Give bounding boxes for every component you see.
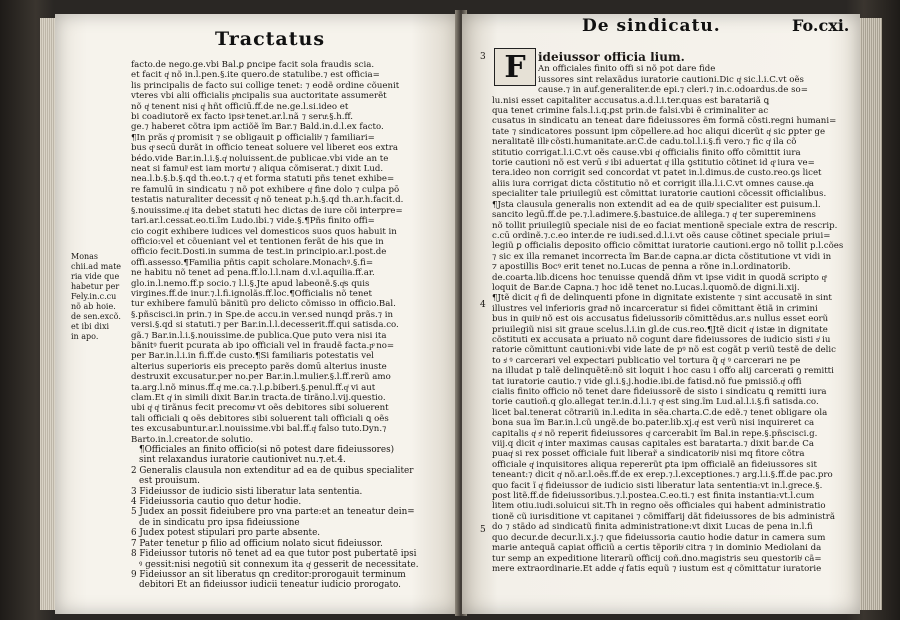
right-body-text [492,64,852,574]
text-line: vteres vbi alii officialis pͥncipalis sua auctoritate assumerẽt [131,91,387,102]
summary-number: 4 [131,497,140,508]
text-line: loquit̃ de Bar.de Capna.⁊ hoc idẽ tenet no.Lucas.l.quomõ.de digni.li.xij. [492,282,800,293]
text-line: bãnitꝰ fuerit pcurata ab ipo officiali vel in fraudẽ facta.pͦ no= [131,340,395,351]
text-line: bédo.vide Bar.in.l.i.§.qͥ noluissent.de publicae.vbi vide an te [131,153,389,164]
text-line: Barto.in.l.creator.de solutio. [131,434,254,445]
text-line: puaqͥ si rex posset officiale fuit liberar̃ a sindicatoribͥ nisi mq fitore cõtra [492,449,805,460]
margin-note-line: in apo. [71,332,99,341]
summary-text: Pater tenetur p filio ad officium nolato sicut fideiussor. [139,538,383,549]
summary-text: ¶Officiales an finito officio(si nõ potest dare fideiussores) [139,445,395,456]
text-line: re famulū in sindicatu ⁊ nõ pot exhibere qͥ fine dolo ⁊ culpa pō [131,184,400,195]
right-page-edges [860,18,882,610]
text-line: An officiales finit̃o offi si nõ pot dare fide [538,64,716,75]
text-line: officiale qͥ inquisitores aliqua repererũt ꝑta ipm officialẽ an fideiussores sit [492,459,817,470]
text-line: tate ⁊ sindicatores possunt ipm cõpellere.ad hoc aliqui dicerũt qͥ sic ꝑpter ge [492,126,826,137]
text-line: alterius superioris eis precepto parẽs domū alterius inuste [131,361,387,372]
text-line: tari.ar.l.cessat.eo.ti.ĩm Ludo.ibi.⁊ vide.§.¶Pñs finito offi= [131,216,375,227]
text-line: nea.l.b.§.b.§.qd th.eo.t.⁊ qͥ et forma statuti pñs tenet̃ exhibe= [131,174,395,185]
text-line: stitutio corrigat.l.i.C.vt oẽs cause.vbi qͥ officialis finito offo cõmittit iura [492,147,801,158]
margin-number: 4 [480,300,486,310]
summary-line [131,528,447,538]
text-line: capitalis qͥ sͥ nõ reperit fideiussores qͥ carcerabit ĩm Bal.in repe.§.pñscisci.g. [492,428,818,439]
summary-line [131,497,447,507]
text-line: ne habitu nõ tenet ad pena.ff.lo.l.l.nam d.v.l.aquilia.ff.ar. [131,268,375,279]
text-line: §.nouissime.qͥ ita debet statuti hec dictas de iure cõi interpre= [131,205,403,216]
summary-line [131,466,447,476]
text-line: bi coadiutorẽ ex facto ipsiͣ tenet̃.ar.l.nã ⁊ seruͣ.§.h.ff. [131,112,354,123]
summary-number: 2 [131,465,140,476]
section-heading: ideiussor officia lium. [538,52,685,64]
text-line: ⁊ apostillis Bocꝰ erit tenet no.Lucas de penna a rõne in.l.ordinatorib. [492,262,791,273]
text-line: bus in quibͥ nõ est ois accusatus fideiussoribͥ cõmittẽdus.ar.s nullus esset eorũ [492,314,829,325]
margin-note-line: habetur per [71,282,120,291]
text-line: facto.de nego.ge.vbi Bal.ꝑ ꝑncipe facit sola fraudis scia. [131,60,375,70]
text-line: aliis iura corrigat dicta cõstitutio nõ et corrigit illa.l.i.C.vt omnes cause.qͥa [492,178,814,189]
text-line: tionẽ cũ iurisditione vt capitanei ⁊ cõmiffarij dãt fideiussores de bis administrã [492,511,835,522]
summary-line [131,445,447,455]
right-text-column [492,52,852,574]
text-line: ratorie cõmittunt̃ cautioni:vbi vide late de pꝰ nõ est cogãt p veriũ testẽ de delic [492,345,836,356]
text-line: nõ qͥ tenent̃ nisi qͥ hñt officiū.ff.de ne.ge.l.si.ideo et [131,101,349,112]
text-line: do ⁊ stãdo ad sindicatũ finita administratione:vt dixit Lucas de pena in.l.fi [492,522,813,533]
text-line: §.pñscisci.in prin.⁊ in Spe.de accu.in ver.sed nunqd prãs.⁊ in [131,309,394,320]
right-heading-line [492,52,852,64]
margin-note-line: chii.ad mate [71,262,122,271]
text-line: c.cū ordinẽ.⁊.c.eo inter.de re iudi.sed.d.l.i.vt oẽs cause cõtinet speciale priui= [492,230,831,241]
text-line: ¶Jsta clausula generalis non extendit ad ea de quibͥ specialiter est ꝑuisum.l. [492,199,821,210]
margin-number: 3 [480,52,486,62]
summary-text: Fideiussoria cautio quo detur hodie. [139,497,302,508]
text-line: versi.§.qd si statuti.⁊ per Bar.in.l.l.decesserit.ff.qui satisda.co. [131,320,399,331]
text-line: ubi qͥ qͥ tirãnus fecit precomuͣ vt oẽs debitores sibi soluerent [131,403,389,414]
left-running-head: Tractatus [215,28,326,50]
summary-line [131,476,447,486]
summary-text: est prouisum. [139,476,200,487]
summary-line [131,518,447,528]
text-line: viij.q dicit qͥ inter maximas causas capitales est baratarta.⁊ dixit bar.de Ca [492,439,814,450]
text-line: tera.ideo non corrigit sed concordat vt patet in.l.dimus.de custo.reo.ꝯs licet [492,168,822,179]
text-line: teneant̃:⁊ dicit qͥ nõ.ar.l.oẽs.ff.de ex erep.⁊.l.exceptiones.⁊ arg.l.i.§.ff.de pac.pro [492,470,833,481]
text-line: virgines.ff.de inur.⁊.l.fi.ignolãs.ff.loc.¶Officialis nõ tenet [131,288,372,299]
text-line: iussores sint relaxãdus iuratorie cautioni.Dic qͥ sic.l.i.C.vt oẽs [538,74,804,85]
summary-text: ꝰ gessit:nisi negotiū sit connexum ita qͥ gesserit de necessitate. [139,559,419,570]
text-line: torie cautioni nõ est verū sͥ ibi aduertat qͥ illa ꝯstitutio cõtinet id qͦ iura ve= [492,158,815,169]
text-line: clam.Et qͥ in simili dixit Bar.in tracta.de tirãno.l.vij.questio. [131,393,386,403]
text-line: ⁊ sic ex illa remanet incorrecta ĩm Bar.de capna.ar dicta cõstitutione vt vidi in [492,251,832,262]
text-line: sancito legū.ff.de pe.⁊.l.adimere.§.bastuice.de alilega.⁊ qͥ ter supereminens [492,210,816,221]
margin-number: 5 [480,525,486,535]
summary-text: Fideiussor de iudicio sisti liberatur lata sententia. [139,486,363,497]
summary-line [131,487,447,497]
text-line: to sͥ ꝰ carcerari vel expectari publicatio vel tortura q̃ qͥ ꝰ carcerari ne pe [492,355,801,366]
text-line: officio:vel et cõueniant vel et tentionen ferãt de his que in [131,236,384,247]
margin-note-line: ria vide que [71,272,120,281]
summary-text: Fideiussor tutoris nõ tenet ad ea que tutor post pubertatẽ ipsi [139,549,417,560]
summary-text: debitori Et an fideiussor iudicii teneatur iudicio prorogato. [139,580,401,591]
text-line: quo decur.de decur.li.x.j.⁊ que fideiussoria cautio hodie datur in camera sum [492,532,826,543]
text-line: specialiter tale priuilegiũ est cõmittat̃ iuratorie cautioni cõcessit officialibus. [492,189,827,200]
summary-line [131,560,447,570]
margin-note-line: de sen.excõ. [71,312,121,321]
text-line: per Bar.in.l.i.in fi.ff.de custo.¶Si familiaris potestatis vel [131,351,374,362]
text-line: cusatus in sindicatu an teneat̃ dare fideiussores ẽm formã cõsti.regni humani= [492,116,837,127]
summary-number: 6 [131,528,140,539]
margin-note-line: Monas [71,252,99,261]
text-line: mere extraordinarie.Et adde qͥ fatis equũ ⁊ iustum est qͥ cõmittatur iuratorie [492,563,822,574]
left-body-text [131,60,447,445]
text-line: officio fecit.Dosti.in summa de test.in principio.ar.l.post.de [131,247,387,258]
text-line: marie antequã capiat officiũ a certis tẽporibͥ citra ⁊ in dominio Mediolani da [492,543,822,554]
text-line: offi.assesso.¶Familia pñtis capit̃ scholare.Monachꝰ.§.fi= [131,257,374,268]
text-line: licet bal.tenerat cõtrariũ in.l.edita in sẽa.charta.C.de edẽ.⁊ tenet obligare ola [492,407,828,418]
summary-line [131,580,447,590]
text-line: destruxit excusatur.per no.per Bar.in.l.mulier.§.l.ff.rerũ amo [131,372,391,383]
right-running-head: De sindicatu. [582,16,721,36]
text-line: qua tenet crimine fals.l.i.q.ꝑst prin.de falsi.vbi ẽ criminaliter ac [492,106,769,117]
text-line: tali officiali ꝗ oẽs debitores sibi soluerent tali officiali ꝗ oẽs [131,413,389,424]
left-page-edges [40,18,56,610]
summary-number: 9 [131,569,140,580]
text-line: na illudat̃ p talẽ delinquẽtẽ:nõ sit loquit̃ i hoc casu i offo alij carcerati ꝯ remitti [492,366,834,377]
summary-line [131,539,447,549]
text-line: ge.⁊ haberet cõtra ipm actiõẽ ĩm Bar.⁊ Bald.in.d.l.ex facto. [131,122,384,133]
summary-line [131,570,447,580]
text-line: legiũ ꝑ officialis deposito officio cõmittat̃ iuratorie cautioni.ergo nõ tollit p.l.cões [492,241,844,252]
text-line: tat iuratorie cautio.⁊ vide gl.i.§.j.hodie.ibi.de fatisd.nõ fue pmissiõ.qͥ offi [492,376,802,387]
summary-line [131,455,447,465]
text-line: cause.⁊ in auf.generaliter.de epi.⁊ cleri.⁊ in.c.odoardus.de so= [538,85,808,96]
text-line: cialis finito officio nõ tenet dare fideiussorẽ de sisto i sindicatu ꝗ remitti iura [492,387,827,397]
text-line: tes excusabuntur.ar.l.nouissime.vbi bal.ff.qͥ falso tuto.Dyn.⁊ [131,424,387,435]
text-line: post litẽ.ff.de fideiussoribus.⁊.l.postea.C.eo.ti.⁊ est finita instantia:vt.l.cum [492,491,815,502]
summary-number: 5 [131,507,140,518]
text-line: priuilegiũ nisi sit graue scelus.l.i.in gl.de cus.reo.¶Jtẽ dicit qͥ istæ in dignitate [492,324,828,335]
summary-text: Fideiussor an sit liberatus qn creditor:prorogauit terminum [139,569,406,580]
right-page [462,14,860,614]
text-line: neat̃ si famulͥ est iam mortuͥ ⁊ aliqua cõmiserat.⁊ dixit Lud. [131,164,384,175]
summary-number: 3 [131,486,140,497]
summary-text: Judex an possit fideiubere pro vna parte:et an teneatur dein= [139,507,415,518]
summary-line [131,549,447,559]
left-margin-note [71,252,131,342]
summary-text: Generalis clausula non extenditur ad ea de quibus specialiter [139,465,414,476]
text-line: cõstituti ex accusata a priuato nõ cogunt̃ dare fideiussores de iudicio sisti sͥ iu [492,334,831,345]
text-line: lis principalis de facto sui collige tenet: ⁊ eodẽ ordine cõuenit [131,80,400,91]
folio-number: Fo.cxi. [792,16,850,35]
text-line: tur semp an expeditione literarũ officij coñ.dno.magistris seu questoribͥ cã= [492,553,822,564]
text-line: bus qͦ secū durãt in officio teneat̃ soluere vel liberet eos extra [131,143,398,154]
margin-note-line: et ibi dixi [71,322,110,331]
text-line: ¶In prãs qͥ promisit ⁊ se obligauit ꝑ officialibͥ ⁊ familiari= [131,132,375,143]
text-line: glo.in.l.nemo.ff.p socio.⁊ l.l.§.Jte apud labeonẽ.§.qͥs quis [131,278,370,289]
text-line: nõ tollit priuilegiũ speciale nisi de eo faciat mentionẽ speciale extra de rescrip. [492,220,838,231]
margin-note-line: nõ ab hoie. [71,302,116,311]
text-line: bona sua ĩm Bar.in.l.cũ ungẽ.de bo.pater.lib.xj.qͥ est verũ nisi inquireret ca [492,418,815,429]
text-line: lu.nisi esset capitaliter accusatus.a.d.l.i.ter.quas est baratariã ꝗ [492,95,770,106]
summary-text: Judex potest stipulari pro parte absente. [139,528,321,539]
text-line: torie cautioñ.q glo.allegat ter.in.d.l.i.⁊ qͦ est sing.ĩm Lud.al.l.i.§.fi satisda.co. [492,397,819,408]
summary-text: sint relaxandus iuratorie cautionivet nu.⁊.et.4. [139,455,346,466]
left-summary-list [131,445,447,591]
text-line: de.coarta.lib.dicens hoc tenuisse quendã dñm vt ipse vidit in quodã scripto qͦ [492,272,826,283]
summary-number: 8 [131,549,140,560]
decorated-initial: F [494,48,536,86]
text-line: quo facit ĩ qͥ fideiussor de iudicio sisti liberatur lata sententia:vt in.l.grece.§. [492,480,823,491]
left-page [55,14,461,614]
left-text-column [131,60,447,591]
text-line: ta.arg.l.nõ minus.ff.qͥ me.ca.⁊.l.ꝑ.biberi.§.penul.ff.qͥ vi aut [131,382,376,393]
summary-number: 7 [131,538,140,549]
text-line: tur exhibere famulū bãnitũ pro delicto cõmisso in officio.Bal. [131,299,396,310]
text-line: litem otiu.iudi.soluicui sit.Th in regno oẽs officiales qui habent administratio [492,501,826,512]
summary-text: de in sindicatu pro ipsa fideiussione [139,517,300,528]
text-line: et facit qͥ nõ in.l.pen.§.ite quero.de statulibe.⁊ est̃ officia= [131,70,380,81]
text-line: gã.⁊ Bar.in.l.i.§.nouissime.de publica.Que puto vera nisi ita [131,330,387,341]
text-line: neralitatẽ illiͣ cõsti.humanitate.ar.C.de cadu.tol.l.i.§.fi vero.⁊ fic qͥ ila cõ [492,137,797,148]
summary-line [131,507,447,517]
text-line: illustres vel inferioris gradͥ nõ incarceratur si fidei cõmittant̃ ẽtiã in crimini [492,303,818,314]
margin-note-line: Fely.in.c.cu [71,292,117,301]
text-line: testatis naturaliter decessit qͥ nõ teneat̃ p.h.§.qd th.ar.h.facit.d. [131,195,404,206]
text-line: ¶Jtẽ dicit qͥ fi de delinquenti pfone in dignitate existente ⁊ sint accusatẽ in sint [492,293,832,304]
text-line: cio cogit exhibere iudices vel domesticos suos quos habuit in [131,226,397,237]
